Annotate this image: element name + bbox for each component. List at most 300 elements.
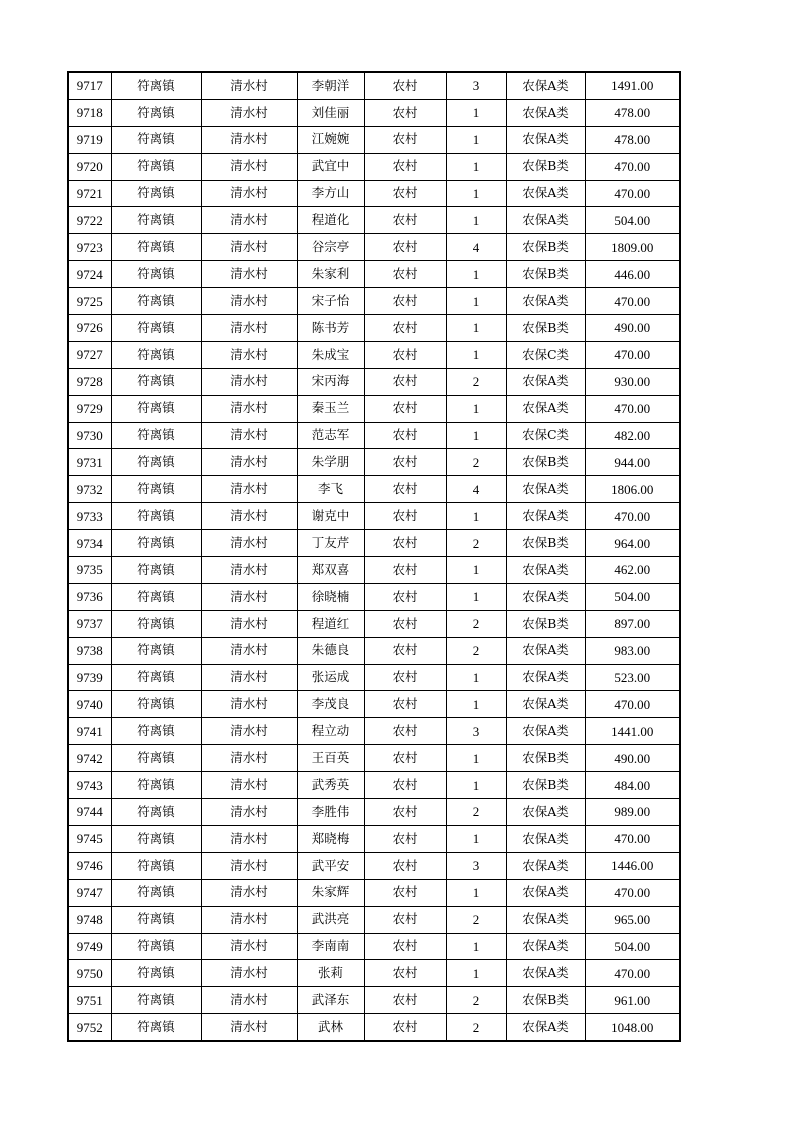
- village-cell: 清水村: [201, 987, 297, 1014]
- name-cell: 朱成宝: [297, 341, 364, 368]
- row-number: 9738: [68, 637, 111, 664]
- amount-cell: 470.00: [585, 288, 680, 315]
- village-cell: 清水村: [201, 960, 297, 987]
- name-cell: 武宜中: [297, 153, 364, 180]
- amount-cell: 470.00: [585, 503, 680, 530]
- town-cell: 符离镇: [111, 745, 201, 772]
- amount-cell: 983.00: [585, 637, 680, 664]
- village-cell: 清水村: [201, 718, 297, 745]
- row-number: 9723: [68, 234, 111, 261]
- row-number: 9720: [68, 153, 111, 180]
- name-cell: 武平安: [297, 852, 364, 879]
- amount-cell: 470.00: [585, 341, 680, 368]
- household-count-cell: 4: [446, 476, 506, 503]
- table-row: [68, 368, 680, 395]
- town-cell: 符离镇: [111, 234, 201, 261]
- village-cell: 清水村: [201, 180, 297, 207]
- amount-cell: 482.00: [585, 422, 680, 449]
- amount-cell: 944.00: [585, 449, 680, 476]
- amount-cell: 930.00: [585, 368, 680, 395]
- area-type-cell: 农村: [364, 126, 446, 153]
- category-cell: 农保A类: [506, 180, 585, 207]
- row-number: 9741: [68, 718, 111, 745]
- table-row: [68, 126, 680, 153]
- village-cell: 清水村: [201, 153, 297, 180]
- row-number: 9729: [68, 395, 111, 422]
- amount-cell: 490.00: [585, 745, 680, 772]
- area-type-cell: 农村: [364, 987, 446, 1014]
- village-cell: 清水村: [201, 610, 297, 637]
- row-number: 9717: [68, 72, 111, 99]
- table-row: [68, 530, 680, 557]
- village-cell: 清水村: [201, 395, 297, 422]
- amount-cell: 1048.00: [585, 1014, 680, 1041]
- amount-cell: 470.00: [585, 825, 680, 852]
- amount-cell: 1441.00: [585, 718, 680, 745]
- category-cell: 农保A类: [506, 99, 585, 126]
- amount-cell: 470.00: [585, 879, 680, 906]
- table-row: [68, 637, 680, 664]
- name-cell: 李茂良: [297, 691, 364, 718]
- area-type-cell: 农村: [364, 799, 446, 826]
- amount-cell: 965.00: [585, 906, 680, 933]
- table-row: [68, 610, 680, 637]
- name-cell: 朱家辉: [297, 879, 364, 906]
- name-cell: 程道化: [297, 207, 364, 234]
- category-cell: 农保B类: [506, 315, 585, 342]
- household-count-cell: 2: [446, 987, 506, 1014]
- category-cell: 农保A类: [506, 557, 585, 584]
- category-cell: 农保A类: [506, 960, 585, 987]
- household-count-cell: 1: [446, 879, 506, 906]
- category-cell: 农保A类: [506, 395, 585, 422]
- town-cell: 符离镇: [111, 557, 201, 584]
- row-number: 9749: [68, 933, 111, 960]
- table-row: [68, 422, 680, 449]
- name-cell: 李飞: [297, 476, 364, 503]
- area-type-cell: 农村: [364, 879, 446, 906]
- category-cell: 农保A类: [506, 852, 585, 879]
- household-count-cell: 2: [446, 906, 506, 933]
- table-row: [68, 879, 680, 906]
- village-cell: 清水村: [201, 664, 297, 691]
- area-type-cell: 农村: [364, 99, 446, 126]
- area-type-cell: 农村: [364, 234, 446, 261]
- amount-cell: 446.00: [585, 261, 680, 288]
- household-count-cell: 1: [446, 315, 506, 342]
- category-cell: 农保A类: [506, 1014, 585, 1041]
- name-cell: 江婉婉: [297, 126, 364, 153]
- household-count-cell: 2: [446, 530, 506, 557]
- table-row: [68, 261, 680, 288]
- household-count-cell: 1: [446, 207, 506, 234]
- area-type-cell: 农村: [364, 960, 446, 987]
- table-row: [68, 99, 680, 126]
- row-number: 9733: [68, 503, 111, 530]
- name-cell: 张莉: [297, 960, 364, 987]
- table-row: [68, 1014, 680, 1041]
- row-number: 9742: [68, 745, 111, 772]
- amount-cell: 1446.00: [585, 852, 680, 879]
- amount-cell: 470.00: [585, 691, 680, 718]
- town-cell: 符离镇: [111, 691, 201, 718]
- village-cell: 清水村: [201, 852, 297, 879]
- amount-cell: 470.00: [585, 153, 680, 180]
- household-count-cell: 3: [446, 72, 506, 99]
- table-row: [68, 234, 680, 261]
- name-cell: 武泽东: [297, 987, 364, 1014]
- amount-cell: 1809.00: [585, 234, 680, 261]
- row-number: 9737: [68, 610, 111, 637]
- name-cell: 王百英: [297, 745, 364, 772]
- household-count-cell: 1: [446, 261, 506, 288]
- village-cell: 清水村: [201, 207, 297, 234]
- household-count-cell: 2: [446, 449, 506, 476]
- household-count-cell: 1: [446, 126, 506, 153]
- row-number: 9736: [68, 583, 111, 610]
- village-cell: 清水村: [201, 234, 297, 261]
- area-type-cell: 农村: [364, 422, 446, 449]
- village-cell: 清水村: [201, 503, 297, 530]
- town-cell: 符离镇: [111, 933, 201, 960]
- town-cell: 符离镇: [111, 637, 201, 664]
- village-cell: 清水村: [201, 72, 297, 99]
- row-number: 9728: [68, 368, 111, 395]
- town-cell: 符离镇: [111, 315, 201, 342]
- category-cell: 农保A类: [506, 583, 585, 610]
- village-cell: 清水村: [201, 557, 297, 584]
- area-type-cell: 农村: [364, 745, 446, 772]
- row-number: 9731: [68, 449, 111, 476]
- area-type-cell: 农村: [364, 395, 446, 422]
- row-number: 9744: [68, 799, 111, 826]
- table-row: [68, 933, 680, 960]
- name-cell: 谷宗亭: [297, 234, 364, 261]
- town-cell: 符离镇: [111, 772, 201, 799]
- household-count-cell: 1: [446, 503, 506, 530]
- category-cell: 农保C类: [506, 422, 585, 449]
- town-cell: 符离镇: [111, 395, 201, 422]
- area-type-cell: 农村: [364, 503, 446, 530]
- table-row: [68, 664, 680, 691]
- roster-table: [67, 71, 681, 1042]
- amount-cell: 470.00: [585, 180, 680, 207]
- amount-cell: 504.00: [585, 933, 680, 960]
- name-cell: 李南南: [297, 933, 364, 960]
- table-row: [68, 960, 680, 987]
- category-cell: 农保A类: [506, 691, 585, 718]
- area-type-cell: 农村: [364, 315, 446, 342]
- table-row: [68, 906, 680, 933]
- town-cell: 符离镇: [111, 261, 201, 288]
- area-type-cell: 农村: [364, 449, 446, 476]
- town-cell: 符离镇: [111, 718, 201, 745]
- table-row: [68, 718, 680, 745]
- name-cell: 徐晓楠: [297, 583, 364, 610]
- row-number: 9734: [68, 530, 111, 557]
- name-cell: 武林: [297, 1014, 364, 1041]
- table-row: [68, 799, 680, 826]
- name-cell: 朱学朋: [297, 449, 364, 476]
- name-cell: 宋子怡: [297, 288, 364, 315]
- household-count-cell: 2: [446, 799, 506, 826]
- row-number: 9724: [68, 261, 111, 288]
- name-cell: 武秀英: [297, 772, 364, 799]
- row-number: 9722: [68, 207, 111, 234]
- amount-cell: 897.00: [585, 610, 680, 637]
- village-cell: 清水村: [201, 772, 297, 799]
- name-cell: 郑晓梅: [297, 825, 364, 852]
- village-cell: 清水村: [201, 906, 297, 933]
- town-cell: 符离镇: [111, 72, 201, 99]
- category-cell: 农保A类: [506, 906, 585, 933]
- amount-cell: 964.00: [585, 530, 680, 557]
- area-type-cell: 农村: [364, 906, 446, 933]
- row-number: 9735: [68, 557, 111, 584]
- table-row: [68, 852, 680, 879]
- household-count-cell: 1: [446, 99, 506, 126]
- amount-cell: 470.00: [585, 960, 680, 987]
- table-row: [68, 557, 680, 584]
- category-cell: 农保B类: [506, 261, 585, 288]
- row-number: 9747: [68, 879, 111, 906]
- category-cell: 农保A类: [506, 664, 585, 691]
- village-cell: 清水村: [201, 825, 297, 852]
- household-count-cell: 1: [446, 153, 506, 180]
- table-row: [68, 691, 680, 718]
- town-cell: 符离镇: [111, 825, 201, 852]
- area-type-cell: 农村: [364, 207, 446, 234]
- area-type-cell: 农村: [364, 153, 446, 180]
- name-cell: 秦玉兰: [297, 395, 364, 422]
- area-type-cell: 农村: [364, 476, 446, 503]
- town-cell: 符离镇: [111, 449, 201, 476]
- area-type-cell: 农村: [364, 583, 446, 610]
- table-row: [68, 772, 680, 799]
- village-cell: 清水村: [201, 637, 297, 664]
- name-cell: 武洪亮: [297, 906, 364, 933]
- village-cell: 清水村: [201, 315, 297, 342]
- village-cell: 清水村: [201, 745, 297, 772]
- village-cell: 清水村: [201, 99, 297, 126]
- table-row: [68, 449, 680, 476]
- area-type-cell: 农村: [364, 825, 446, 852]
- row-number: 9745: [68, 825, 111, 852]
- category-cell: 农保B类: [506, 772, 585, 799]
- name-cell: 李方山: [297, 180, 364, 207]
- table-row: [68, 288, 680, 315]
- category-cell: 农保A类: [506, 476, 585, 503]
- roster-body: [68, 72, 680, 1041]
- row-number: 9732: [68, 476, 111, 503]
- town-cell: 符离镇: [111, 906, 201, 933]
- area-type-cell: 农村: [364, 180, 446, 207]
- table-row: [68, 987, 680, 1014]
- row-number: 9743: [68, 772, 111, 799]
- category-cell: 农保A类: [506, 72, 585, 99]
- category-cell: 农保A类: [506, 879, 585, 906]
- village-cell: 清水村: [201, 476, 297, 503]
- name-cell: 宋丙海: [297, 368, 364, 395]
- town-cell: 符离镇: [111, 153, 201, 180]
- town-cell: 符离镇: [111, 99, 201, 126]
- row-number: 9721: [68, 180, 111, 207]
- household-count-cell: 2: [446, 368, 506, 395]
- area-type-cell: 农村: [364, 261, 446, 288]
- area-type-cell: 农村: [364, 72, 446, 99]
- town-cell: 符离镇: [111, 288, 201, 315]
- category-cell: 农保B类: [506, 987, 585, 1014]
- category-cell: 农保B类: [506, 449, 585, 476]
- category-cell: 农保A类: [506, 288, 585, 315]
- category-cell: 农保A类: [506, 825, 585, 852]
- area-type-cell: 农村: [364, 933, 446, 960]
- category-cell: 农保B类: [506, 153, 585, 180]
- town-cell: 符离镇: [111, 368, 201, 395]
- town-cell: 符离镇: [111, 987, 201, 1014]
- amount-cell: 478.00: [585, 99, 680, 126]
- town-cell: 符离镇: [111, 180, 201, 207]
- amount-cell: 504.00: [585, 583, 680, 610]
- town-cell: 符离镇: [111, 664, 201, 691]
- table-row: [68, 503, 680, 530]
- category-cell: 农保A类: [506, 368, 585, 395]
- category-cell: 农保A类: [506, 799, 585, 826]
- row-number: 9719: [68, 126, 111, 153]
- row-number: 9740: [68, 691, 111, 718]
- category-cell: 农保A类: [506, 933, 585, 960]
- town-cell: 符离镇: [111, 530, 201, 557]
- household-count-cell: 2: [446, 610, 506, 637]
- name-cell: 丁友芹: [297, 530, 364, 557]
- category-cell: 农保B类: [506, 234, 585, 261]
- household-count-cell: 4: [446, 234, 506, 261]
- amount-cell: 504.00: [585, 207, 680, 234]
- name-cell: 郑双喜: [297, 557, 364, 584]
- row-number: 9751: [68, 987, 111, 1014]
- amount-cell: 989.00: [585, 799, 680, 826]
- category-cell: 农保B类: [506, 610, 585, 637]
- household-count-cell: 1: [446, 772, 506, 799]
- town-cell: 符离镇: [111, 960, 201, 987]
- area-type-cell: 农村: [364, 530, 446, 557]
- area-type-cell: 农村: [364, 691, 446, 718]
- amount-cell: 478.00: [585, 126, 680, 153]
- amount-cell: 1806.00: [585, 476, 680, 503]
- name-cell: 朱家利: [297, 261, 364, 288]
- area-type-cell: 农村: [364, 664, 446, 691]
- category-cell: 农保A类: [506, 126, 585, 153]
- household-count-cell: 1: [446, 341, 506, 368]
- table-row: [68, 745, 680, 772]
- village-cell: 清水村: [201, 449, 297, 476]
- row-number: 9750: [68, 960, 111, 987]
- row-number: 9718: [68, 99, 111, 126]
- town-cell: 符离镇: [111, 799, 201, 826]
- village-cell: 清水村: [201, 341, 297, 368]
- category-cell: 农保A类: [506, 207, 585, 234]
- amount-cell: 484.00: [585, 772, 680, 799]
- village-cell: 清水村: [201, 933, 297, 960]
- village-cell: 清水村: [201, 583, 297, 610]
- table-row: [68, 315, 680, 342]
- category-cell: 农保A类: [506, 718, 585, 745]
- town-cell: 符离镇: [111, 1014, 201, 1041]
- household-count-cell: 2: [446, 1014, 506, 1041]
- area-type-cell: 农村: [364, 557, 446, 584]
- area-type-cell: 农村: [364, 288, 446, 315]
- table-row: [68, 825, 680, 852]
- name-cell: 朱德良: [297, 637, 364, 664]
- household-count-cell: 1: [446, 960, 506, 987]
- category-cell: 农保A类: [506, 637, 585, 664]
- village-cell: 清水村: [201, 422, 297, 449]
- name-cell: 李胜伟: [297, 799, 364, 826]
- area-type-cell: 农村: [364, 368, 446, 395]
- village-cell: 清水村: [201, 799, 297, 826]
- household-count-cell: 1: [446, 288, 506, 315]
- table-row: [68, 341, 680, 368]
- row-number: 9727: [68, 341, 111, 368]
- household-count-cell: 1: [446, 745, 506, 772]
- area-type-cell: 农村: [364, 852, 446, 879]
- category-cell: 农保C类: [506, 341, 585, 368]
- category-cell: 农保B类: [506, 745, 585, 772]
- amount-cell: 470.00: [585, 395, 680, 422]
- village-cell: 清水村: [201, 879, 297, 906]
- amount-cell: 490.00: [585, 315, 680, 342]
- name-cell: 范志军: [297, 422, 364, 449]
- area-type-cell: 农村: [364, 772, 446, 799]
- row-number: 9730: [68, 422, 111, 449]
- town-cell: 符离镇: [111, 341, 201, 368]
- area-type-cell: 农村: [364, 610, 446, 637]
- household-count-cell: 3: [446, 852, 506, 879]
- amount-cell: 961.00: [585, 987, 680, 1014]
- household-count-cell: 1: [446, 691, 506, 718]
- name-cell: 谢克中: [297, 503, 364, 530]
- village-cell: 清水村: [201, 368, 297, 395]
- town-cell: 符离镇: [111, 852, 201, 879]
- row-number: 9746: [68, 852, 111, 879]
- village-cell: 清水村: [201, 530, 297, 557]
- village-cell: 清水村: [201, 288, 297, 315]
- table-row: [68, 207, 680, 234]
- town-cell: 符离镇: [111, 207, 201, 234]
- village-cell: 清水村: [201, 126, 297, 153]
- row-number: 9748: [68, 906, 111, 933]
- town-cell: 符离镇: [111, 879, 201, 906]
- name-cell: 陈书芳: [297, 315, 364, 342]
- village-cell: 清水村: [201, 261, 297, 288]
- category-cell: 农保A类: [506, 503, 585, 530]
- household-count-cell: 2: [446, 637, 506, 664]
- area-type-cell: 农村: [364, 1014, 446, 1041]
- household-count-cell: 1: [446, 583, 506, 610]
- name-cell: 程立动: [297, 718, 364, 745]
- name-cell: 程道红: [297, 610, 364, 637]
- town-cell: 符离镇: [111, 422, 201, 449]
- table-row: [68, 476, 680, 503]
- name-cell: 张运成: [297, 664, 364, 691]
- household-count-cell: 1: [446, 180, 506, 207]
- household-count-cell: 1: [446, 664, 506, 691]
- town-cell: 符离镇: [111, 503, 201, 530]
- household-count-cell: 1: [446, 825, 506, 852]
- amount-cell: 462.00: [585, 557, 680, 584]
- row-number: 9725: [68, 288, 111, 315]
- name-cell: 刘佳丽: [297, 99, 364, 126]
